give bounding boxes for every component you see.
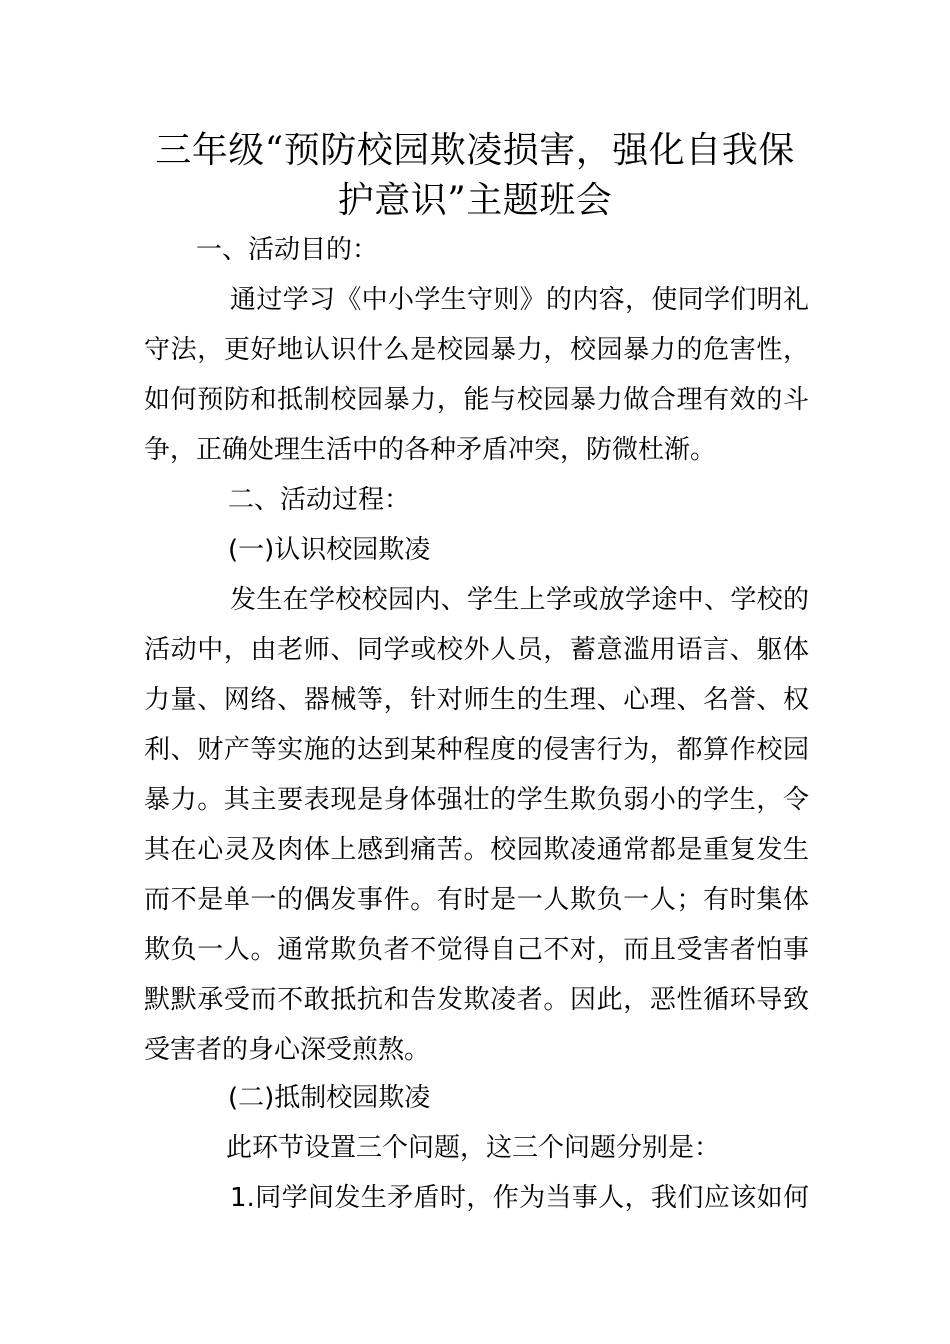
paragraph-line: 争，正确处理生活中的各种矛盾冲突，防微杜渐。	[144, 435, 717, 465]
paragraph-line: 此环节设置三个问题，这三个问题分别是：	[226, 1133, 721, 1163]
paragraph-line: 暴力。其主要表现是身体强壮的学生欺负弱小的学生，令	[144, 785, 809, 815]
paragraph-line: 其在心灵及肉体上感到痛苦。校园欺凌通常都是重复发生	[144, 835, 809, 865]
paragraph-line: 而不是单一的偶发事件。有时是一人欺负一人；有时集体	[144, 885, 809, 915]
paragraph-line: 力量、网络、器械等，针对师生的生理、心理、名誉、权	[144, 685, 809, 715]
document-title-line-2: 护意识”主题班会	[337, 180, 613, 221]
paragraph-line: 通过学习《中小学生守则》的内容，使同学们明礼	[230, 285, 809, 315]
paragraph-line: 默默承受而不敢抵抗和告发欺凌者。因此，恶性循环导致	[144, 985, 809, 1015]
paragraph-line: 如何预防和抵制校园暴力，能与校园暴力做合理有效的斗	[144, 385, 809, 415]
subheading-resist: (二)抵制校园欺凌	[228, 1083, 431, 1113]
paragraph-line: 受害者的身心深受煎熬。	[144, 1035, 431, 1065]
question-item: 1.同学间发生矛盾时，作为当事人，我们应该如何	[230, 1183, 809, 1213]
subheading-recognize: (一)认识校园欺凌	[228, 535, 431, 565]
paragraph-line: 利、财产等实施的达到某种程度的侵害行为，都算作校园	[144, 735, 809, 765]
section-heading-purpose: 一、活动目的：	[196, 235, 379, 265]
document-title-line-1: 三年级“预防校园欺凌损害，强化自我保	[155, 130, 795, 171]
paragraph-line: 欺负一人。通常欺负者不觉得自己不对，而且受害者怕事	[144, 935, 809, 965]
paragraph-line: 守法，更好地认识什么是校园暴力，校园暴力的危害性，	[144, 335, 809, 365]
paragraph-line: 发生在学校校园内、学生上学或放学途中、学校的	[230, 585, 809, 615]
section-heading-process: 二、活动过程：	[228, 485, 411, 515]
paragraph-line: 活动中，由老师、同学或校外人员，蓄意滥用语言、躯体	[144, 635, 809, 665]
